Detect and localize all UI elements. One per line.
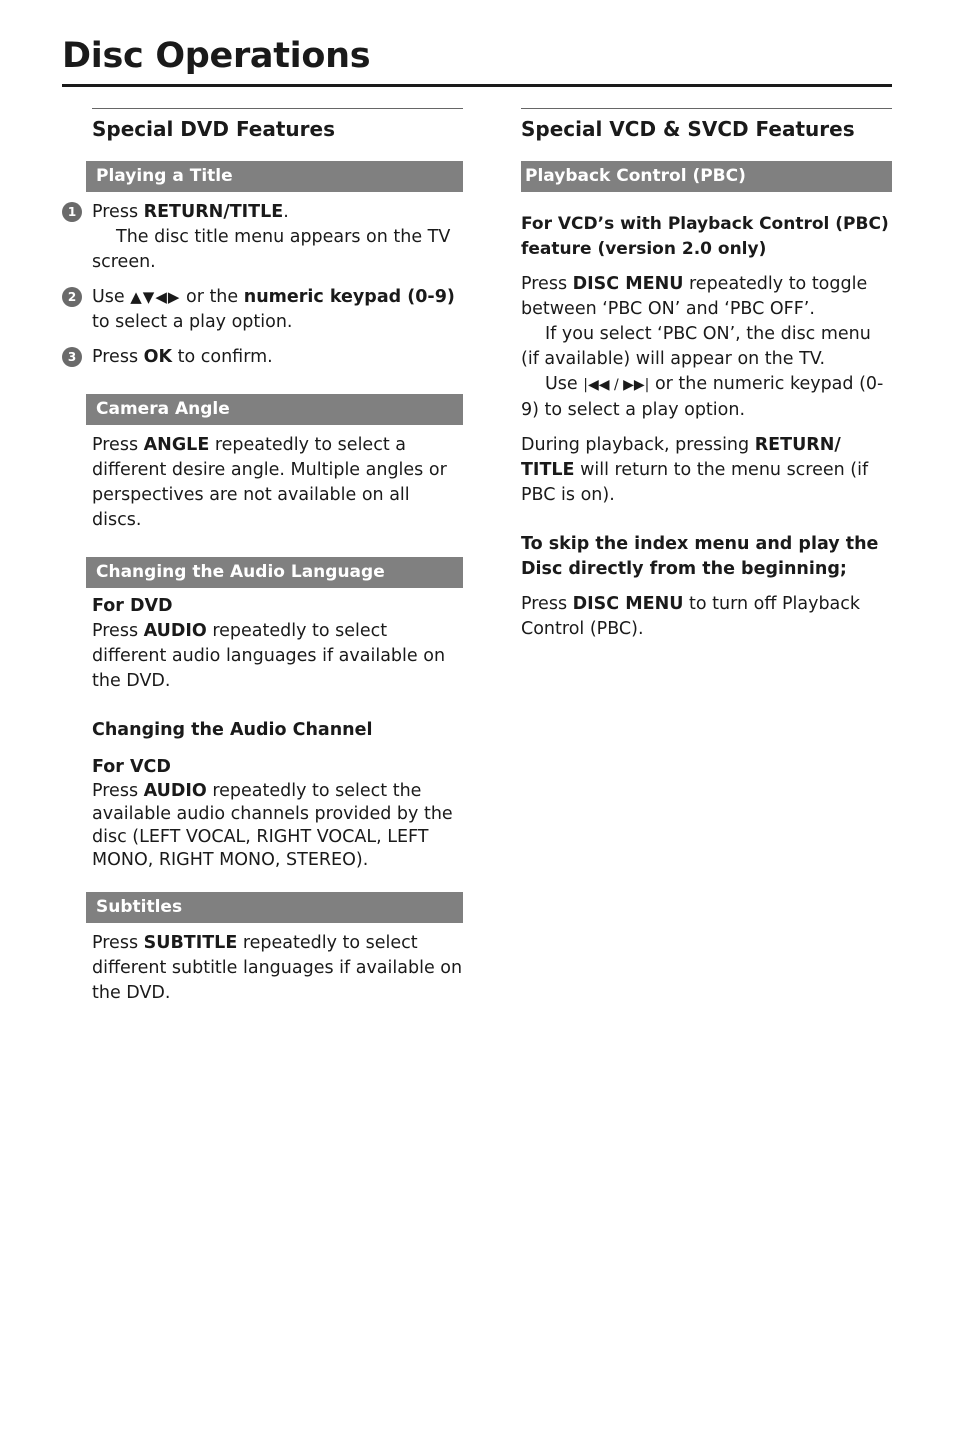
step-3 (67, 345, 463, 370)
step-1-note: The disc title menu appears on the TV screen. (92, 227, 451, 272)
section-bar-pbc: Playback Control (PBC) (521, 161, 892, 192)
pbc-on-text: If you select ‘PBC ON’, the disc menu (if available) will appear on the TV. (521, 324, 871, 369)
audio-channel-text: Press AUDIO repeatedly to select the available audio channels provided by the disc (LEFT VOCAL, RIGHT VOCAL, LEFT MONO, RIGHT MONO, STEREO). (92, 781, 453, 870)
camera-angle-text: Press ANGLE repeatedly to select a different desire angle. Multiple angles or perspectives are not available on all discs. (92, 435, 447, 530)
prev-next-icon: |◀◀ / ▶▶| (583, 377, 650, 393)
section-bar-subtitles: Subtitles (86, 892, 463, 923)
step-number-3: 3 (62, 347, 82, 367)
section-bar-audio-language: Changing the Audio Language (86, 557, 463, 588)
step-2-text: Use ▲▼◀▶ or the numeric keypad (0-9) to select a play option. (92, 287, 455, 332)
section-bar-camera-angle: Camera Angle (86, 394, 463, 425)
audio-channel-heading: Changing the Audio Channel (92, 720, 373, 740)
pbc-toggle-text: Press DISC MENU repeatedly to toggle between ‘PBC ON’ and ‘PBC OFF’. (521, 274, 868, 319)
section-bar-playing-title: Playing a Title (86, 161, 463, 192)
pbc-return-text: During playback, pressing RETURN/ TITLE will return to the menu screen (if PBC is on). (521, 435, 869, 505)
for-dvd-label: For DVD (92, 596, 173, 616)
left-column-rule (92, 108, 463, 109)
pbc-intro: For VCD’s with Playback Control (PBC) feature (version 2.0 only) (521, 214, 889, 259)
arrow-keys-icon: ▲▼◀▶ (130, 288, 181, 306)
right-column (521, 108, 892, 642)
skip-index-heading: To skip the index menu and play the Disc directly from the beginning; (521, 534, 879, 579)
step-2 (67, 285, 463, 335)
left-column (67, 108, 463, 1006)
dvd-features-heading: Special DVD Features (92, 117, 335, 141)
for-vcd-label: For VCD (92, 757, 171, 777)
step-number-1: 1 (62, 202, 82, 222)
pbc-skip-keys-text: Use |◀◀ / ▶▶| or the numeric keypad (0-9) to select a play option. (521, 374, 884, 420)
audio-language-text: Press AUDIO repeatedly to select different audio languages if available on the DVD. (92, 621, 446, 691)
step-1-text: Press RETURN/TITLE. (92, 202, 289, 222)
subtitles-text: Press SUBTITLE repeatedly to select different subtitle languages if available on the DVD. (92, 933, 463, 1003)
step-1 (67, 200, 463, 275)
right-column-rule (521, 108, 892, 109)
title-divider (62, 84, 892, 87)
step-3-text: Press OK to confirm. (92, 347, 273, 367)
page-title: Disc Operations (62, 36, 371, 76)
pbc-off-text: Press DISC MENU to turn off Playback Control (PBC). (521, 594, 861, 639)
step-number-2: 2 (62, 287, 82, 307)
vcd-features-heading: Special VCD & SVCD Features (521, 117, 855, 141)
